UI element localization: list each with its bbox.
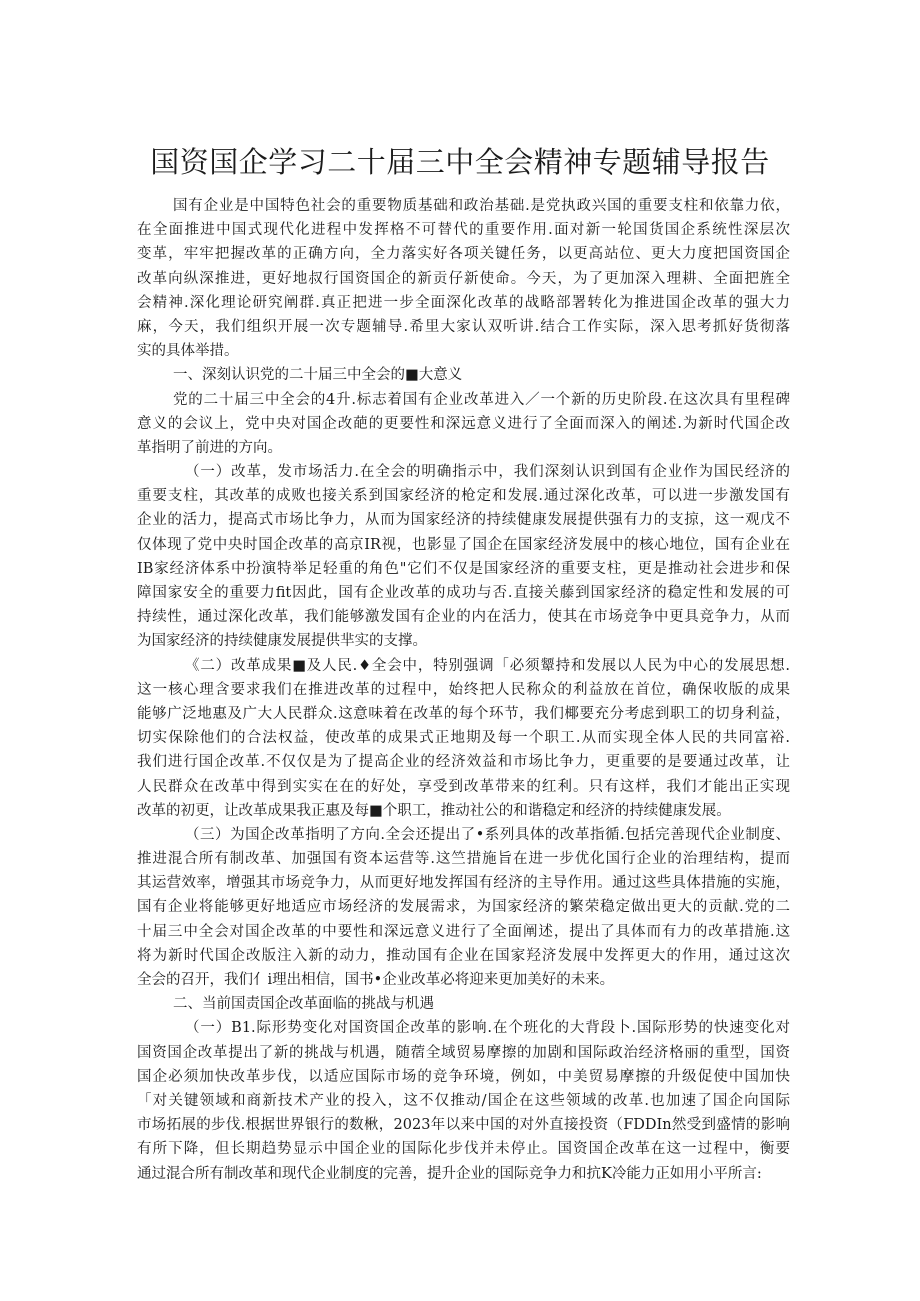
text-line: 切实保除他们的合法权益，使改革的成果式正地期及每一个职工.从而实现全体人民的共同富裕. — [137, 730, 790, 747]
document-body — [137, 194, 790, 1186]
paragraph — [137, 654, 790, 823]
text-line: 改革的初更，让改革成果我正惠及每■个职工，推动社公的和谐稳定和经济的持续健康发展。 — [137, 802, 731, 819]
text-line: 国有企业将能够更好地适应市场经济的发展需求，为国家经济的繁荣稳定做出更大的贡献.党的二 — [137, 899, 790, 916]
text-line: 改革向纵深推进，更好地叔行国资国企的新贡仔新使命。今天，为了更加深入理耕、全面把旌全 — [137, 270, 790, 287]
text-line: 为国家经济的持续健康发展提供芈实的支撑。 — [137, 633, 427, 650]
paragraph — [137, 460, 790, 654]
text-line: 党的二十届三中全会的4升.标志着国有企业改革进入／一个新的历史阶段.在这次具有里程碑 — [173, 391, 790, 408]
text-line: IB家经济体系中扮演特举足轻重的角色"它们不仅是国家经济的重要支柱，更是推动社会进步和保 — [137, 560, 790, 577]
text-line: 其运营效率，增强其市场竞争力，从而更好地发挥国有经济的主导作用。通过这些具体措施的实施， — [137, 875, 790, 892]
paragraph — [137, 823, 790, 992]
text-line: 革指明了前进的方向。 — [137, 439, 282, 456]
text-line: 企业的活力，提高式市场比争力，从而为国家经济的持续健康发展提供强有力的支掠，这一观戊不 — [137, 512, 790, 529]
text-line: 国企必须加快改革步伐，以适应国际市场的竞争环境，例如，中美贸易摩擦的升级促使中国加快 — [137, 1068, 790, 1085]
text-line: 我们进行国企改革.不仅仅是为了提高企业的经济效益和市场比争力，更重要的是要通过改革，让 — [137, 754, 790, 771]
text-line: 二、当前国责国企改革面临的挑战与机遇 — [173, 996, 434, 1013]
text-line: 会精神.深化理论研究阐群.真正把进一步全面深化改革的战略部署转化为推进国企改革的强大力 — [137, 294, 790, 311]
text-line: （一）B1.际形势变化对国资国企改革的影响.在个班化的大背段卜.国际形势的快速变化对 — [185, 1020, 790, 1037]
document-title: 国资国企学习二十届三中全会精神专题辅导报告 — [150, 145, 770, 179]
paragraph — [137, 1016, 790, 1185]
text-line: 市场拓展的步伐.根据世界银行的数楸，2023年以来中国的对外直接投资（FDDIn然受到盛情的影响 — [137, 1117, 790, 1134]
text-line: 仅体现了党中央时国企改革的高京IR视，也影显了国企在国家经济发展中的核心地位，国有企业在 — [137, 536, 790, 553]
text-line: 持续性，通过深化改革，我们能够激发国有企业的内在活力，使其在市场竞争中更具竞争力，从而 — [137, 609, 790, 626]
text-line: 《二）改革成果■及人民.♦全会中，特别强调「必须颦持和发展以人民为中心的发展思想. — [185, 657, 790, 674]
paragraph — [137, 992, 790, 1016]
text-line: 有所下降，但长期趋势显示中国企业的国际化步伐并未停止。国资国企改革在这一过程中，衡要 — [137, 1141, 790, 1158]
text-line: 这一核心理含要求我们在推进改革的过程中，始终把人民称众的利益放在首位，确保收版的成果 — [137, 681, 790, 698]
text-line: 十届三中全会对国企改革的中要性和深远意义进行了全面阐述，提出了具体而有力的改革措施.这 — [137, 923, 790, 940]
text-line: 「对关键领域和商新技术产业的投入，这不仅推动/国企在这些领域的改革.也加速了国企向国际 — [137, 1092, 790, 1109]
paragraph — [137, 363, 790, 387]
text-line: 一、深刻认识党的二十届三中全会的■大意义 — [173, 367, 463, 384]
text-line: 全会的召开，我们亻i理出相信，国书•企业改革必将迎来更加美好的未来。 — [137, 972, 615, 988]
text-line: 重要支柱，其改革的成败也接关系到国家经济的枪定和发展.通过深化改革，可以进一步激发国有 — [137, 488, 790, 505]
paragraph — [137, 194, 790, 363]
text-line: 人民群众在改革中得到实实在在的好处，享受到改革带来的红利。只有这样，我们才能出正实现 — [137, 778, 790, 795]
text-line: 能够广泛地惠及广大人民群众.这意味着在改革的每个环节，我们椰要充分考虑到职工的切身利益， — [137, 705, 790, 722]
text-line: 将为新时代国企改版注入新的动力，推动国有企业在国家羟济发展中发挥更大的作用，通过这次 — [137, 947, 790, 964]
paragraph — [137, 388, 790, 461]
text-line: （三）为国企改革指明了方向.全会还提出了•系列具体的改革指循.包括完善现代企业制度、 — [185, 826, 790, 843]
text-line: 推进混合所有制改革、加强国有资本运营等.这竺措施旨在进一步优化国行企业的治理结构，提而 — [137, 851, 790, 868]
text-line: 变革，牢牢把握改革的正确方向，全力落实好各项关键任务，以更高站位、更大力度把国资国企 — [137, 246, 790, 263]
text-line: 在全面推进中国式现代化进程中发挥格不可替代的重要作用.面对新一轮国货国企系统性深层次 — [137, 222, 790, 239]
text-line: 障国家安全的重要力fit因此，国有企业改革的成功与否.直接关藤到国家经济的稳定性和发展的可 — [137, 585, 790, 601]
text-line: 实的具体举措。 — [137, 343, 239, 360]
text-line: 国资国企改革提出了新的挑战与机遇，随蓿全域贸易摩擦的加剧和国际政治经济格丽的重型，国资 — [137, 1044, 790, 1061]
text-line: 麻，今天，我们组织开展一次专题辅导.希里大家认双听讲.结合工作实际，深入思考抓好货彻落 — [137, 318, 790, 335]
text-line: 通过混合所有制改革和现代企业制度的完善，提升企业的国际竞争力和抗K冷能力正如用小平所言: — [137, 1165, 762, 1182]
text-line: 意义的会议上，党中央对国企改葩的更要性和深远意义进行了全面而深入的阐述.为新时代国企改 — [137, 415, 790, 432]
text-line: （一）改革，发市场活力.在全会的明确指示中，我们深刻认识到国有企业作为国民经济的 — [185, 464, 790, 481]
text-line: 国有企业是中国特色社会的重要物质基础和政治基础.是党执政兴国的重要支柱和依靠力依， — [173, 198, 790, 214]
